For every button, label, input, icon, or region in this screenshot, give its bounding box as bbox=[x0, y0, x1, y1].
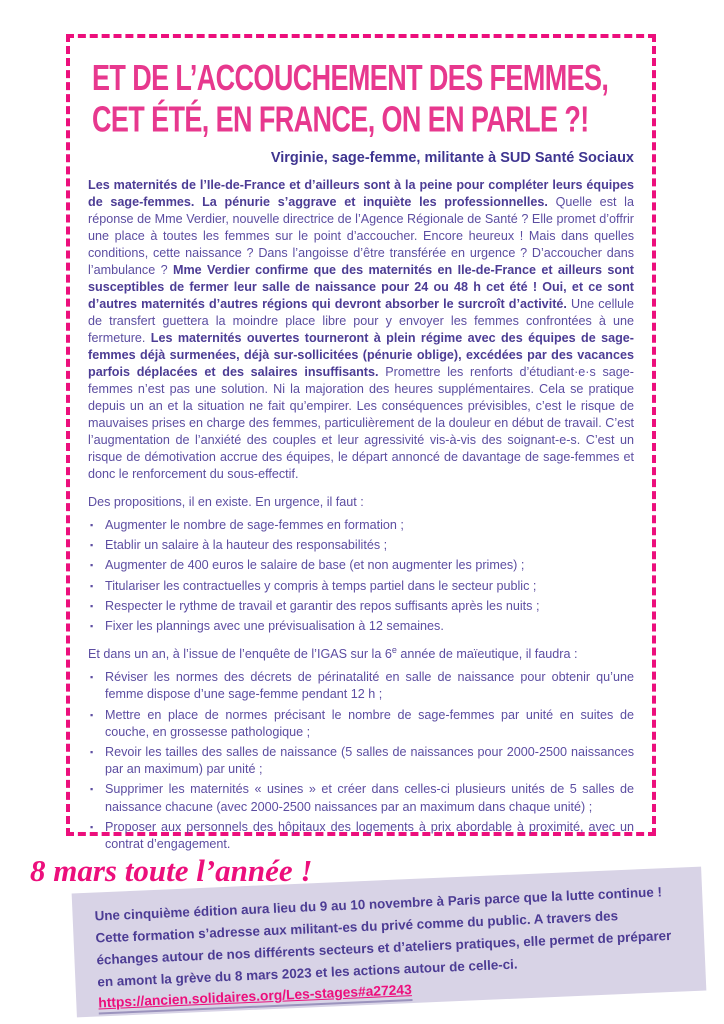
text-segment: année de maïeutique, il faudra : bbox=[396, 647, 578, 662]
text-segment: Les maternités ouvertes tourneront à plein régime avec des équipes de sage-femmes déjà surmenées, déjà sur-sollicitées (pénurie oblige), excédées par des vacances parfois déplacées et des salaires insuffisants. bbox=[88, 331, 634, 379]
training-info-box bbox=[72, 867, 707, 1018]
text-segment: Promettre les renforts d’étudiant·e·s sage-femmes n’est pas une solution. Ni la majoration des heures supplémentaires. Cela se pratique depuis un an et la situation ne fait qu’empirer. Les conséquences prévisibles, c’est le risque de mauvaises prises en charge des femmes, particulièrement de la douleur en début de travail. C’est l’augmentation de l’anxiété des couples et leur agressivité vis-à-vis des soignant-e-s. C’est un risque de démotivation accrue des équipes, le départ annoncé de davantage de sage-femmes et donc le renforcement du sous-effectif. bbox=[88, 365, 634, 481]
list-item: ▪ Proposer aux personnels des hôpitaux des logements à prix abordable à proximité, avec un contrat d’engagement. bbox=[88, 819, 634, 853]
text-segment: e bbox=[391, 645, 397, 656]
list-item: ▪ Augmenter le nombre de sage-femmes en formation ; bbox=[88, 517, 634, 534]
byline: Virginie, sage-femme, militante à SUD Santé Sociaux bbox=[270, 150, 634, 166]
list-item: ▪ Etablir un salaire à la hauteur des responsabilités ; bbox=[88, 537, 634, 554]
list-item: ▪ Respecter le rythme de travail et garantir des repos suffisants après les nuits ; bbox=[88, 598, 634, 615]
text-segment: Quelle est la réponse de Mme Verdier, nouvelle directrice de l’Agence Régionale de Santé ? Elle promet d’offrir une place à toutes les femmes sur le point d’accoucher. Encore heureux ! Mais dans quelles conditions, cette naissance ? Dans l’angoisse d’être transférée en urgence ? D’accoucher dans l’ambulance ? bbox=[88, 195, 634, 277]
proposals-intro: Des propositions, il en existe. En urgence, il faut : bbox=[88, 495, 364, 509]
text-segment: Et dans un an, à l’issue de l’enquête de l’IGAS sur la 6 bbox=[88, 647, 392, 662]
main-article-box bbox=[66, 34, 656, 852]
list-item: ▪ Revoir les tailles des salles de naissance (5 salles de naissances pour 2000-2500 naissances par an maximum) par unité ; bbox=[88, 744, 634, 778]
text-segment: Les maternités de l’Ile-de-France et d’ailleurs sont à la peine pour compléter leurs équipes de sage-femmes. La pénurie s’aggrave et inquiète les professionnelles. bbox=[88, 178, 634, 209]
list-item: ▪ Fixer les plannings avec une prévisualisation à 12 semaines. bbox=[88, 618, 634, 635]
headline-line-1: ET DE L’ACCOUCHEMENT DES FEMMES, bbox=[92, 58, 609, 99]
campaign-heading: 8 mars toute l’année ! bbox=[30, 853, 313, 888]
list-item: ▪ Titulariser les contractuelles y compris à temps partiel dans le secteur public ; bbox=[88, 578, 634, 595]
list-item: ▪ Mettre en place de normes précisant le nombre de sage-femmes par unité en suites de couche, en grossesse pathologique ; bbox=[88, 707, 634, 741]
list-item: ▪ Supprimer les maternités « usines » et créer dans celles-ci plusieurs unités de 5 salles de naissance chacune (avec 2000-2500 naissances par an maximum dans chaque unité) ; bbox=[88, 781, 634, 815]
list-item: ▪ Augmenter de 400 euros le salaire de base (et non augmenter les primes) ; bbox=[88, 557, 634, 574]
urgent-proposals-list bbox=[88, 517, 634, 635]
text-segment: Une cellule de transfert guettera la moindre place libre pour y envoyer les femmes confrontées à une fermeture. bbox=[88, 297, 634, 345]
text-segment: Mme Verdier confirme que des maternités en Ile-de-France et ailleurs sont susceptibles de fermer leur salle de naissance pour 24 ou 48 h cet été ! Oui, et ce sont d’autres maternités d’autres régions qui devront absorber le surcroît d’activité. bbox=[88, 263, 634, 311]
igas-proposals-list bbox=[88, 669, 634, 853]
headline-line-2: CET ÉTÉ, EN FRANCE, ON EN PARLE ?! bbox=[92, 99, 589, 140]
headline bbox=[88, 58, 634, 144]
intro-paragraph bbox=[88, 177, 634, 483]
list-item: ▪ Réviser les normes des décrets de périnatalité en salle de naissance pour obtenir qu’une femme dispose d’une sage-femme pendant 12 h ; bbox=[88, 669, 634, 703]
stages-link[interactable]: https://ancien.solidaires.org/Les-stages#a27243 bbox=[98, 981, 412, 1014]
igas-intro bbox=[88, 646, 634, 663]
training-info-text: Une cinquième édition aura lieu du 9 au 10 novembre à Paris parce que la lutte continue ! Cette formation s’adresse aux militant-es du privé comme du public. A travers des échanges autour de nos différents secteurs et d’ateliers pratiques, elle permet de préparer en amont la grève du 8 mars 2023 et les actions autour de celle-ci. bbox=[94, 884, 672, 990]
